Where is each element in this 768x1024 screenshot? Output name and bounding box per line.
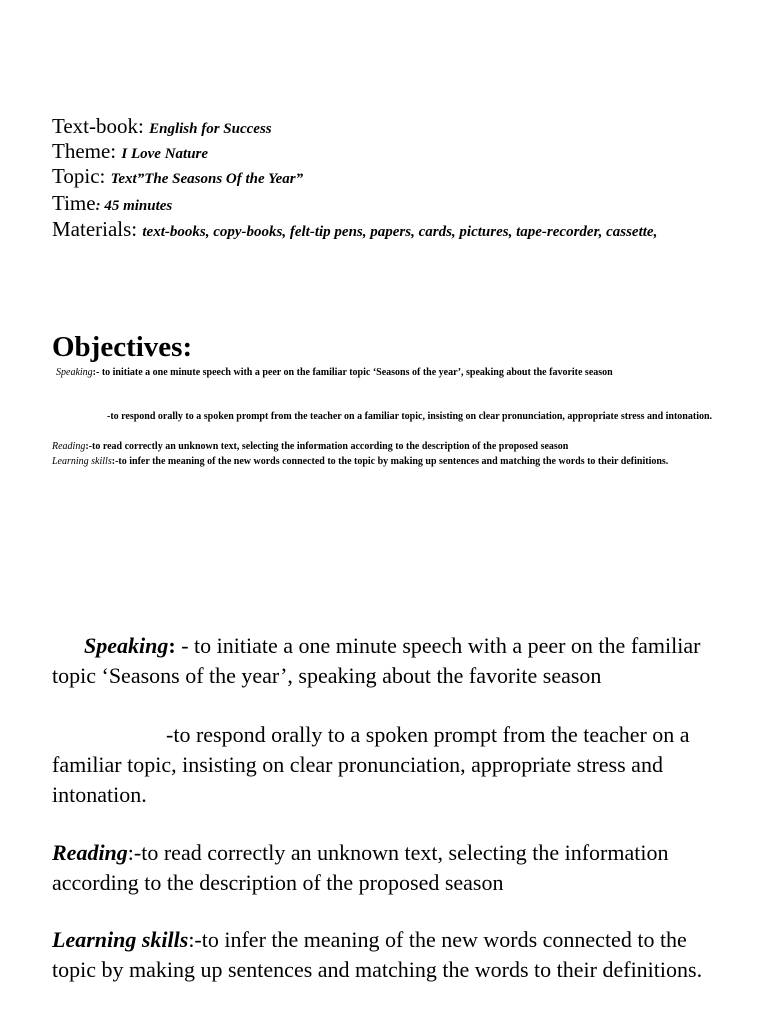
materials-value: text-books, copy-books, felt-tip pens, papers, cards, pictures, tape-recorder, cassette, [142,224,658,240]
small-speaking-text-2: -to respond orally to a spoken prompt from the teacher on a familiar topic, insisting on clear pronunciation, appropriate stress and intonation. [107,411,713,422]
textbook-label: Text-book: [52,114,150,138]
materials-label: Materials: [52,217,143,241]
small-reading-label: Reading [52,441,86,452]
large-speaking-objective [52,631,722,691]
small-speaking-objective [52,366,717,379]
textbook-value: English for Success [149,121,272,137]
large-speaking-text-2: -to respond orally to a spoken prompt from the teacher on a familiar topic, insisting on clear pronunciation, appropriate stress and intonation. [52,722,690,807]
small-speaking-objective-2 [52,410,717,423]
large-speaking-colon: : [168,633,176,658]
topic-label: Topic: [52,164,111,188]
large-reading-objective [52,838,722,898]
small-learning-label: Learning skills [52,456,112,467]
theme-label: Theme: [52,139,122,163]
small-reading-text: :-to read correctly an unknown text, selecting the information according to the description of the proposed season [85,441,569,452]
theme-value: I Love Nature [121,146,209,162]
large-speaking-label: Speaking [84,633,169,658]
small-speaking-label: Speaking [56,367,93,378]
time-label: Time [52,191,96,215]
large-learning-text: :-to infer the meaning of the new words connected to the topic by making up sentences and matching the words to their definitions. [52,927,703,982]
large-learning-label: Learning skills [52,927,189,952]
small-reading-objective [52,440,717,453]
topic-value: Text”The Seasons Of the Year” [110,171,304,187]
objectives-heading: Objectives: [52,331,193,363]
large-speaking-objective-2 [52,720,722,810]
large-speaking-text: - to initiate a one minute speech with a peer on the familiar topic ‘Seasons of the year’, speaking about the favorite season [52,633,701,688]
topic-line [52,164,303,191]
small-learning-text: :-to infer the meaning of the new words connected to the topic by making up sentences and matching the words to their definitions. [111,456,669,467]
time-value: : 45 minutes [95,198,173,214]
small-speaking-text: :- to initiate a one minute speech with a peer on the familiar topic ‘Seasons of the year’, speaking about the favorite season [92,367,613,378]
materials-line [52,218,672,244]
time-line [52,191,172,218]
textbook-line [52,114,272,141]
small-learning-objective [52,455,717,468]
large-reading-text: :-to read correctly an unknown text, selecting the information according to the description of the proposed season [52,840,669,895]
large-reading-label: Reading [52,840,128,865]
theme-line [52,139,208,166]
large-learning-objective [52,925,722,985]
